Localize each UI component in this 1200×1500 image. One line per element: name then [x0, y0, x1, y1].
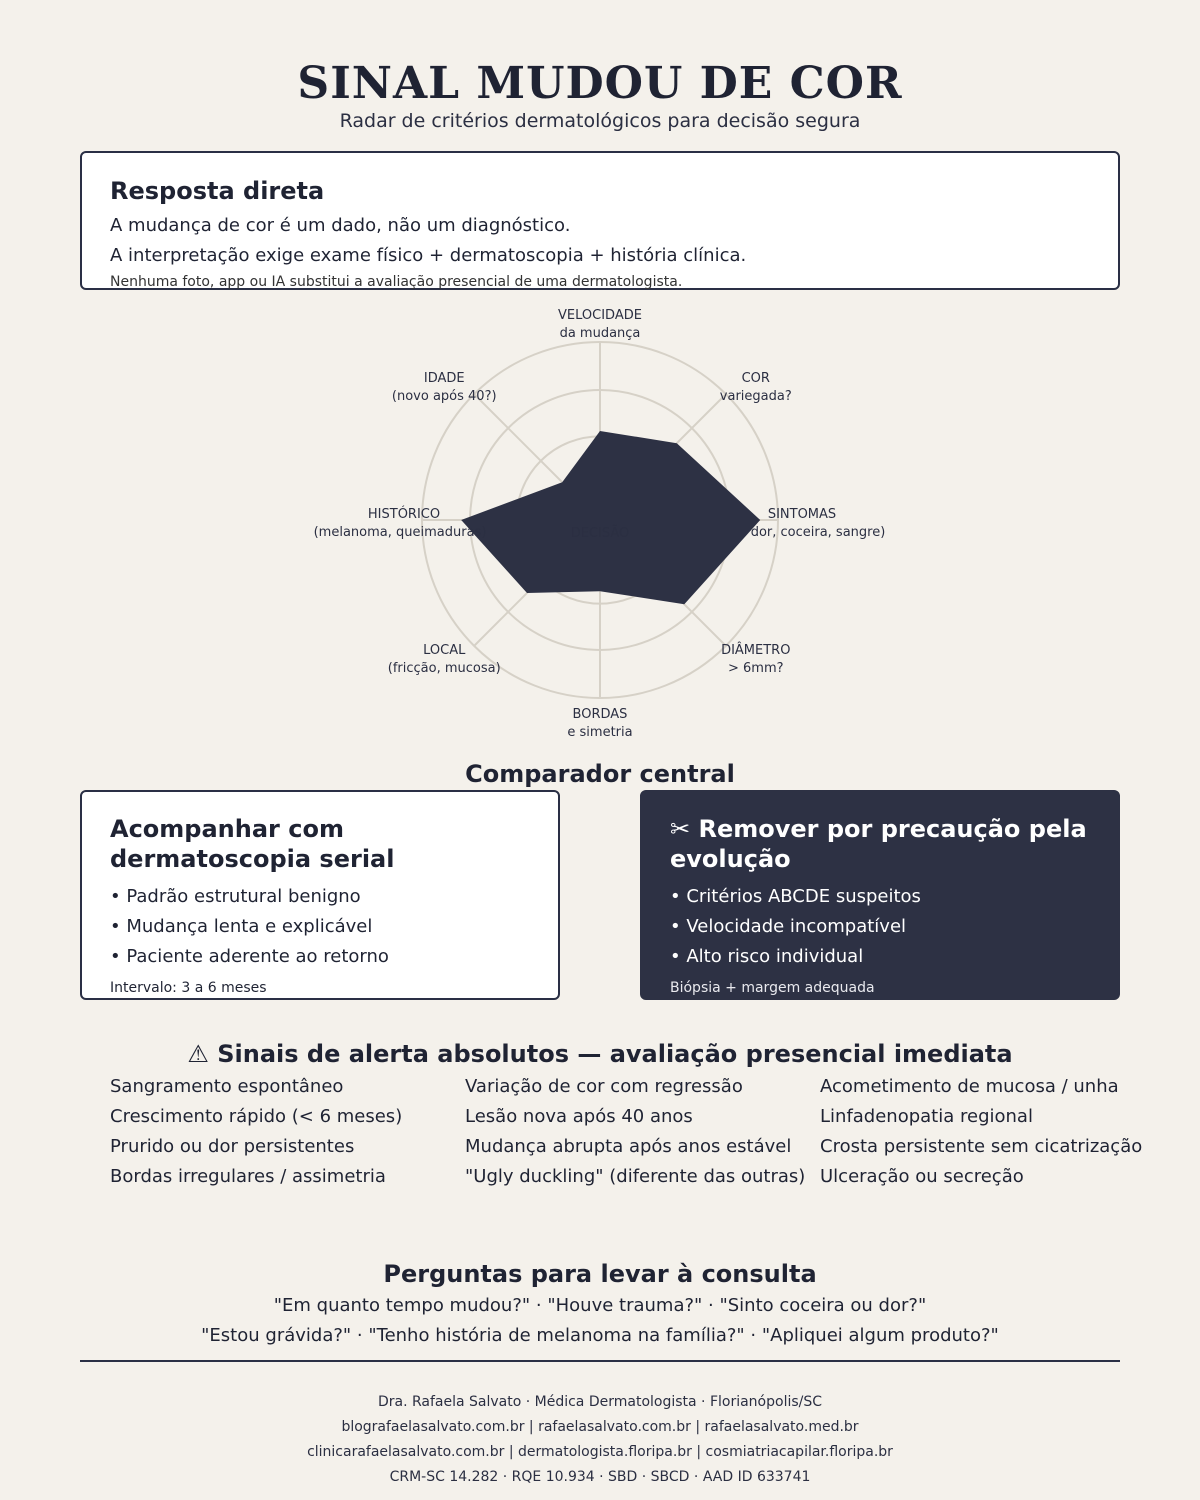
- radar-axis-sublabel: da mudança: [559, 326, 641, 341]
- alert-item: Crescimento rápido (< 6 meses): [110, 1106, 403, 1127]
- radar-axis-sublabel: (novo após 40?): [391, 389, 497, 405]
- radar-axis-label: [314, 506, 487, 540]
- footer-divider: [80, 1360, 1120, 1362]
- alert-item: Linfadenopatia regional: [820, 1106, 1033, 1127]
- removal-card-title-text: Remover por precaução pela evolução: [670, 815, 1087, 873]
- radar-axis-title: VELOCIDADE: [558, 308, 642, 323]
- alert-item: Bordas irregulares / assimetria: [110, 1166, 386, 1187]
- alert-item: Variação de cor com regressão: [465, 1076, 743, 1097]
- radar-axis-sublabel: e simetria: [567, 725, 633, 740]
- radar-axis-label: [567, 707, 632, 740]
- radar-axis-label: [751, 507, 886, 540]
- radar-axis-title: HISTÓRICO: [367, 507, 441, 522]
- radar-axis-sublabel: > 6mm?: [727, 660, 784, 676]
- radar-axis-title: COR: [741, 371, 770, 387]
- follow-up-card-title-text: Acompanhar com dermatoscopia serial: [110, 815, 395, 873]
- list-item: • Padrão estrutural benigno: [110, 886, 361, 907]
- questions-line-1: "Em quanto tempo mudou?" · "Houve trauma?" · "Sinto coceira ou dor?": [273, 1295, 927, 1316]
- alert-item: Mudança abrupta após anos estável: [465, 1136, 792, 1157]
- radar-axis-label: [720, 371, 792, 404]
- questions-line-2: "Estou grávida?" · "Tenho história de melanoma na família?" · "Apliquei algum produto?": [201, 1325, 999, 1346]
- alert-item: Ulceração ou secreção: [820, 1166, 1024, 1187]
- radar-axis-title: IDADE: [423, 371, 465, 387]
- direct-answer-line-2: A interpretação exige exame físico + dermatoscopia + história clínica.: [110, 245, 747, 266]
- alerts-title: ⚠ Sinais de alerta absolutos — avaliação presencial imediata: [187, 1040, 1013, 1068]
- comparator-title: Comparador central: [465, 760, 735, 788]
- list-item: • Alto risco individual: [670, 946, 864, 967]
- footer-sites-2: clinicarafaelasalvato.com.br | dermatologista.floripa.br | cosmiatriacapilar.floripa.br: [307, 1444, 893, 1460]
- follow-up-card-title: [110, 814, 530, 874]
- questions-title: Perguntas para levar à consulta: [383, 1260, 817, 1288]
- list-item: • Mudança lenta e explicável: [110, 916, 373, 937]
- direct-answer-heading: Resposta direta: [110, 177, 325, 205]
- direct-answer-note: Nenhuma foto, app ou IA substitui a avaliação presencial de uma dermatologista.: [110, 274, 683, 290]
- alerts-grid: [110, 1072, 1200, 1192]
- alert-item: "Ugly duckling" (diferente das outras): [465, 1166, 806, 1187]
- follow-up-interval: Intervalo: 3 a 6 meses: [110, 980, 267, 996]
- radar-axis-title: DIÂMETRO: [721, 642, 791, 658]
- page-title: SINAL MUDOU DE COR: [297, 58, 903, 109]
- removal-list: [670, 882, 1090, 972]
- page-subtitle: Radar de critérios dermatológicos para decisão segura: [339, 110, 861, 132]
- footer-credentials: CRM-SC 14.282 · RQE 10.934 · SBD · SBCD · AAD ID 633741: [389, 1469, 811, 1485]
- radar-axis-title: LOCAL: [423, 642, 466, 658]
- footer: [0, 1390, 1200, 1490]
- footer-author: Dra. Rafaela Salvato · Médica Dermatologista · Florianópolis/SC: [377, 1394, 823, 1410]
- radar-axis-title: BORDAS: [572, 707, 628, 722]
- removal-card: [640, 790, 1120, 1000]
- radar-axis-sublabel: (fricção, mucosa): [387, 660, 501, 676]
- alert-item: Acometimento de mucosa / unha: [820, 1076, 1119, 1097]
- list-item: • Paciente aderente ao retorno: [110, 946, 389, 967]
- radar-axis-sublabel: variegada?: [719, 389, 792, 405]
- radar-axis-label: [558, 308, 642, 341]
- follow-up-list: [110, 882, 530, 972]
- removal-card-title: [670, 814, 1090, 874]
- alert-item: Prurido ou dor persistentes: [110, 1136, 355, 1157]
- radar-axis-sublabel: (melanoma, queimaduras): [313, 525, 487, 540]
- alert-item: Crosta persistente sem cicatrização: [820, 1136, 1143, 1157]
- alert-item: Sangramento espontâneo: [110, 1076, 344, 1097]
- criteria-radar-chart: [300, 300, 900, 770]
- scissors-icon: ✂: [670, 815, 691, 843]
- list-item: • Critérios ABCDE suspeitos: [670, 886, 921, 907]
- radar-center-label: DECISÃO: [570, 526, 630, 541]
- footer-sites-1: blografaelasalvato.com.br | rafaelasalvato.com.br | rafaelasalvato.med.br: [341, 1419, 859, 1435]
- radar-axis-sublabel: dor, coceira, sangre): [750, 525, 886, 540]
- alert-item: Lesão nova após 40 anos: [465, 1106, 693, 1127]
- removal-method: Biópsia + margem adequada: [670, 980, 875, 996]
- radar-axis-label: [721, 642, 790, 676]
- direct-answer-box: [80, 151, 1120, 290]
- list-item: • Velocidade incompatível: [670, 916, 907, 937]
- follow-up-card: [80, 790, 560, 1000]
- direct-answer-line-1: A mudança de cor é um dado, não um diagnóstico.: [110, 215, 571, 236]
- radar-axis-label: [388, 643, 501, 676]
- radar-axis-title: SINTOMAS: [767, 507, 837, 522]
